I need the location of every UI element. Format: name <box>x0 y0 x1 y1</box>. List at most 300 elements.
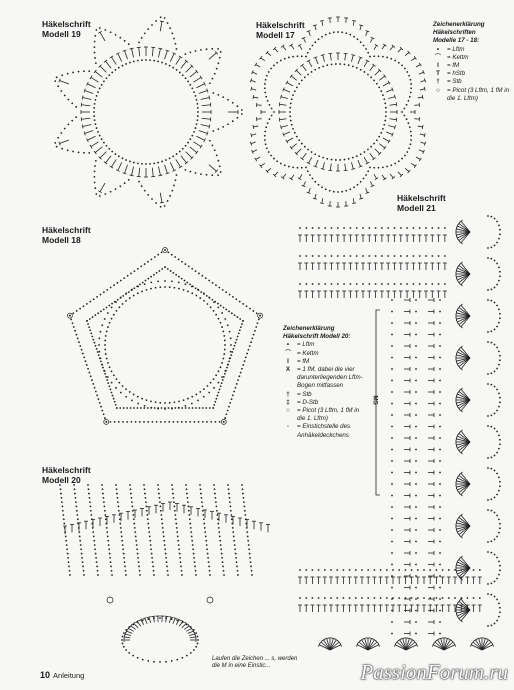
chain-stitch-mark <box>145 59 147 61</box>
stitch-crossbar <box>320 20 324 21</box>
chain-stitch-mark <box>167 574 169 576</box>
chain-stitch-mark <box>409 96 411 98</box>
chain-stitch-mark <box>385 107 387 109</box>
arc-icon: ⌒ <box>284 349 292 357</box>
chain-stitch-mark <box>78 531 80 533</box>
chain-stitch-mark <box>184 283 186 285</box>
chain-stitch-mark <box>185 407 187 409</box>
chain-stitch-mark <box>94 165 96 167</box>
chain-stitch-mark <box>197 115 199 117</box>
chain-stitch-mark <box>367 74 369 76</box>
chain-stitch-mark <box>193 553 195 555</box>
chain-stitch-mark <box>356 283 358 285</box>
chain-stitch-mark <box>199 407 201 409</box>
chain-stitch-mark <box>250 566 252 568</box>
chain-stitch-mark <box>217 518 219 520</box>
chain-stitch-mark <box>107 376 109 378</box>
stitch-mark <box>193 77 201 82</box>
chain-stitch-mark <box>161 518 163 520</box>
chain-stitch-mark <box>171 254 173 256</box>
chain-stitch-mark <box>429 569 431 571</box>
stitch-crossbar <box>313 25 317 26</box>
stitch-crossbar <box>351 168 355 169</box>
chain-stitch-mark <box>243 506 245 508</box>
chain-stitch-mark <box>224 417 226 419</box>
chain-stitch-mark <box>128 43 130 45</box>
chain-stitch-mark <box>63 523 65 525</box>
chain-stitch-mark <box>233 391 235 393</box>
chain-stitch-mark <box>417 569 419 571</box>
chain-stitch-mark <box>173 38 175 40</box>
chain-stitch-mark <box>496 515 498 517</box>
chain-stitch-mark <box>185 145 187 147</box>
chain-stitch-mark <box>236 566 238 568</box>
chain-stitch-mark <box>178 276 180 278</box>
chain-stitch-mark <box>415 334 417 336</box>
chain-stitch-mark <box>209 140 211 142</box>
chain-stitch-mark <box>415 598 417 600</box>
stitch-mark <box>85 91 93 94</box>
chain-stitch-mark <box>413 227 415 229</box>
stitch-mark <box>81 118 90 119</box>
chain-stitch-mark <box>90 375 92 377</box>
hstb-icon: T <box>436 70 440 78</box>
chain-stitch-mark <box>419 283 421 285</box>
chain-stitch-mark <box>103 413 105 415</box>
chain-stitch-mark <box>367 170 369 172</box>
chain-stitch-mark <box>192 548 194 550</box>
chain-stitch-mark <box>331 227 333 229</box>
chain-stitch-mark <box>83 70 85 72</box>
chain-stitch-mark <box>130 407 132 409</box>
chain-stitch-mark <box>197 643 199 645</box>
chain-stitch-mark <box>124 182 126 184</box>
page-footer <box>40 670 84 680</box>
chain-stitch-mark <box>265 126 267 128</box>
stitch-crossbar <box>130 624 132 627</box>
chain-stitch-mark <box>178 407 180 409</box>
chain-stitch-mark <box>78 71 80 73</box>
legend-item <box>283 391 365 399</box>
chain-stitch-mark <box>487 383 489 385</box>
chain-stitch-mark <box>391 322 393 324</box>
chain-stitch-mark <box>290 120 292 122</box>
title-line: Häkelschrift <box>42 19 91 29</box>
chain-stitch-mark <box>108 548 110 550</box>
chain-stitch-mark <box>230 354 232 356</box>
chain-stitch-mark <box>150 288 152 290</box>
chain-stitch-mark <box>178 400 180 402</box>
stitch-mark <box>125 51 128 59</box>
chain-stitch-mark <box>233 536 235 538</box>
chain-stitch-mark <box>106 331 108 333</box>
chain-stitch-mark <box>391 311 393 313</box>
chain-stitch-mark <box>179 557 181 559</box>
chain-stitch-mark <box>110 566 112 568</box>
chain-stitch-mark <box>137 292 139 294</box>
chain-stitch-mark <box>137 396 139 398</box>
stitch-crossbar <box>414 164 416 167</box>
chain-stitch-mark <box>106 77 108 79</box>
chain-stitch-mark <box>86 364 88 366</box>
chain-stitch-mark <box>498 350 500 352</box>
chain-stitch-mark <box>231 351 233 353</box>
chain-stitch-mark <box>499 569 501 571</box>
chain-stitch-mark <box>94 41 96 43</box>
chain-stitch-mark <box>436 597 438 599</box>
chain-stitch-mark <box>97 91 99 93</box>
chain-stitch-mark <box>410 92 412 94</box>
chain-stitch-mark <box>324 597 326 599</box>
chain-stitch-mark <box>151 557 153 559</box>
chain-stitch-mark <box>228 406 230 408</box>
picot-icon: ○ <box>436 86 440 94</box>
note-line: Laufen die Zeichen ... s, werden <box>212 656 298 662</box>
chain-stitch-mark <box>431 283 433 285</box>
chain-stitch-mark <box>220 366 222 368</box>
chain-stitch-mark <box>490 624 492 626</box>
chain-stitch-mark <box>439 460 441 462</box>
chain-stitch-mark <box>60 132 62 134</box>
chain-stitch-mark <box>100 294 102 296</box>
chain-stitch-mark <box>325 34 327 36</box>
chain-stitch-mark <box>71 102 73 104</box>
chain-stitch-mark <box>241 484 243 486</box>
chain-stitch-mark <box>105 421 107 423</box>
chain-stitch-mark <box>439 357 441 359</box>
chain-stitch-mark <box>116 493 118 495</box>
chain-stitch-mark <box>391 368 393 370</box>
chain-stitch-mark <box>123 407 125 409</box>
chain-stitch-mark <box>305 227 307 229</box>
chain-stitch-mark <box>211 174 213 176</box>
stitch-crossbar <box>352 203 356 204</box>
chain-stitch-mark <box>183 289 185 291</box>
chain-stitch-mark <box>121 536 123 538</box>
chain-stitch-mark <box>111 151 113 153</box>
chain-stitch-mark <box>134 527 136 529</box>
chain-stitch-mark <box>218 392 220 394</box>
stitch-mark <box>323 55 325 62</box>
chain-stitch-mark <box>176 69 178 71</box>
chain-stitch-mark <box>318 184 320 186</box>
stitch-crossbar <box>260 164 262 167</box>
chain-stitch-mark <box>292 128 294 130</box>
chain-stitch-mark <box>118 510 120 512</box>
chain-stitch-mark <box>133 523 135 525</box>
chain-stitch-mark <box>228 488 230 490</box>
chain-stitch-mark <box>444 255 446 257</box>
chain-stitch-mark <box>115 153 117 155</box>
chain-stitch-mark <box>467 597 469 599</box>
chain-stitch-mark <box>201 506 203 508</box>
legend-modell-17-18 <box>433 21 511 103</box>
chain-stitch-mark <box>400 255 402 257</box>
chain-stitch-mark <box>95 345 97 347</box>
chain-stitch-mark <box>301 167 303 169</box>
stitch-crossbar <box>290 178 293 180</box>
x-icon: X <box>285 366 291 374</box>
chain-stitch-mark <box>487 593 489 595</box>
chain-stitch-mark <box>61 506 63 508</box>
chain-stitch-mark <box>107 382 109 384</box>
chain-stitch-mark <box>165 557 167 559</box>
chain-stitch-mark <box>290 103 292 105</box>
chain-stitch-mark <box>213 484 215 486</box>
chain-stitch-mark <box>246 531 248 533</box>
title-line: Modell 20 <box>42 475 81 485</box>
chain-stitch-mark <box>102 488 104 490</box>
chain-stitch-mark <box>109 553 111 555</box>
chain-stitch-mark <box>77 518 79 520</box>
chain-stitch-mark <box>125 159 127 161</box>
chain-stitch-mark <box>94 187 96 189</box>
chain-stitch-mark <box>150 407 152 409</box>
stitch-mark <box>166 616 167 622</box>
chain-stitch-mark <box>103 370 105 372</box>
chain-stitch-mark <box>110 31 112 33</box>
chain-stitch-mark <box>94 35 96 37</box>
chain-stitch-mark <box>129 484 131 486</box>
chain-stitch-mark <box>189 518 191 520</box>
chain-stitch-mark <box>188 407 190 409</box>
chain-stitch-mark <box>155 202 157 204</box>
chain-stitch-mark <box>72 72 74 74</box>
chain-stitch-mark <box>109 366 111 368</box>
chain-stitch-mark <box>439 518 441 520</box>
stitch-mark <box>383 138 389 142</box>
chain-stitch-mark <box>415 529 417 531</box>
chain-stitch-mark <box>113 314 115 316</box>
stitch-mark <box>383 83 389 87</box>
chain-stitch-mark <box>404 68 406 70</box>
chain-stitch-mark <box>249 345 251 347</box>
chain-stitch-mark <box>410 131 412 133</box>
stitch-crossbar <box>82 125 83 129</box>
stitch-mark <box>199 91 207 94</box>
chain-stitch-mark <box>195 646 197 648</box>
chain-stitch-mark <box>111 318 113 320</box>
chain-stitch-mark <box>151 24 153 26</box>
stitch-mark <box>95 147 102 153</box>
chain-stitch-mark <box>386 57 388 59</box>
chain-stitch-mark <box>212 144 214 146</box>
chain-stitch-mark <box>78 341 80 343</box>
chain-stitch-mark <box>391 414 393 416</box>
chain-stitch-mark <box>95 123 97 125</box>
chain-stitch-mark <box>439 426 441 428</box>
chain-stitch-mark <box>227 123 229 125</box>
chain-stitch-mark <box>147 407 149 409</box>
chain-stitch-mark <box>224 344 226 346</box>
chain-stitch-mark <box>205 277 207 279</box>
chain-stitch-mark <box>141 37 143 39</box>
stitch-crossbar <box>209 96 210 100</box>
chain-stitch-mark <box>206 548 208 550</box>
chain-stitch-mark <box>210 306 212 308</box>
chain-stitch-mark <box>126 407 128 409</box>
chain-stitch-mark <box>487 247 489 249</box>
chain-stitch-mark <box>196 99 198 101</box>
chain-stitch-mark <box>439 449 441 451</box>
chain-stitch-mark <box>383 124 385 126</box>
chain-stitch-mark <box>355 569 357 571</box>
stitch-mark <box>382 175 385 179</box>
chain-stitch-mark <box>429 597 431 599</box>
chain-stitch-mark <box>130 273 132 275</box>
chain-stitch-mark <box>218 531 220 533</box>
chain-stitch-mark <box>391 621 393 623</box>
title-line: Modell 18 <box>42 235 81 245</box>
stitch-crossbar <box>279 102 280 106</box>
chain-stitch-mark <box>406 118 408 120</box>
chain-stitch-mark <box>120 527 122 529</box>
chain-stitch-mark <box>333 191 335 193</box>
chain-stitch-mark <box>222 566 224 568</box>
chain-stitch-mark <box>299 227 301 229</box>
chain-stitch-mark <box>391 460 393 462</box>
chain-stitch-mark <box>349 188 351 190</box>
chain-stitch-mark <box>235 342 237 344</box>
chain-stitch-mark <box>234 548 236 550</box>
chain-stitch-mark <box>349 569 351 571</box>
chain-stitch-mark <box>147 523 149 525</box>
chain-stitch-mark <box>207 385 209 387</box>
chain-stitch-mark <box>213 404 215 406</box>
chain-stitch-mark <box>97 312 99 314</box>
chain-stitch-mark <box>232 394 234 396</box>
chain-stitch-mark <box>128 291 130 293</box>
chain-stitch-mark <box>217 174 219 176</box>
chain-stitch-mark <box>498 602 500 604</box>
chain-stitch-mark <box>221 312 223 314</box>
stitch-crossbar <box>188 624 190 627</box>
stitch-mark <box>199 130 207 133</box>
stitch-crossbar <box>424 87 425 91</box>
chain-stitch-mark <box>264 135 266 137</box>
chain-stitch-mark <box>187 81 189 83</box>
chain-stitch-mark <box>322 65 324 67</box>
stitch-crossbar <box>82 96 83 100</box>
chain-stitch-mark <box>391 518 393 520</box>
chain-stitch-mark <box>60 488 62 490</box>
stitch-crossbar <box>260 56 262 59</box>
chain-stitch-mark <box>172 421 174 423</box>
chain-stitch-mark <box>184 263 186 265</box>
chain-stitch-mark <box>94 171 96 173</box>
chain-stitch-mark <box>137 557 139 559</box>
chain-stitch-mark <box>415 380 417 382</box>
chain-stitch-mark <box>68 566 70 568</box>
chain-stitch-mark <box>136 285 138 287</box>
chain-stitch-mark <box>322 157 324 159</box>
chain-stitch-mark <box>394 283 396 285</box>
chain-stitch-mark <box>74 330 76 332</box>
chain-stitch-mark <box>314 153 316 155</box>
chain-stitch-mark <box>280 60 282 62</box>
chain-stitch-mark <box>438 227 440 229</box>
chain-stitch-mark <box>247 540 249 542</box>
chain-stitch-mark <box>273 111 275 113</box>
stitch-mark <box>315 25 316 30</box>
chain-stitch-mark <box>107 540 109 542</box>
chain-stitch-mark <box>232 527 234 529</box>
chain-stitch-mark <box>227 484 229 486</box>
stitch-crossbar <box>321 54 325 55</box>
chain-stitch-mark <box>82 561 84 563</box>
chain-stitch-mark <box>94 182 96 184</box>
chain-stitch-mark <box>373 80 375 82</box>
chain-stitch-mark <box>270 155 272 157</box>
chain-stitch-mark <box>96 561 98 563</box>
chain-stitch-mark <box>184 405 186 407</box>
dot-icon: • <box>436 45 440 53</box>
chain-stitch-mark <box>159 506 161 508</box>
chain-stitch-mark <box>73 326 75 328</box>
chain-stitch-mark <box>312 597 314 599</box>
chain-stitch-mark <box>195 50 197 52</box>
chain-stitch-mark <box>407 100 409 102</box>
chain-stitch-mark <box>360 69 362 71</box>
chain-stitch-mark <box>363 178 365 180</box>
chain-stitch-mark <box>490 540 492 542</box>
chain-stitch-mark <box>165 159 167 161</box>
chain-stitch-mark <box>212 92 214 94</box>
chain-stitch-mark <box>80 548 82 550</box>
chain-stitch-mark <box>104 340 106 342</box>
chain-stitch-mark <box>129 297 131 299</box>
chain-stitch-mark <box>105 518 107 520</box>
chain-stitch-mark <box>227 364 229 366</box>
chain-stitch-mark <box>220 544 222 546</box>
stitch-mark <box>83 98 92 100</box>
chain-stitch-mark <box>318 227 320 229</box>
chain-stitch-mark <box>298 83 300 85</box>
chain-stitch-mark <box>415 472 417 474</box>
chain-stitch-mark <box>95 553 97 555</box>
chain-stitch-mark <box>439 391 441 393</box>
chain-stitch-mark <box>136 548 138 550</box>
chain-stitch-mark <box>394 255 396 257</box>
chain-stitch-mark <box>219 421 221 423</box>
chain-stitch-mark <box>195 95 197 97</box>
chain-stitch-mark <box>229 506 231 508</box>
chain-stitch-mark <box>118 514 120 516</box>
chain-stitch-mark <box>67 149 69 151</box>
chain-stitch-mark <box>438 283 440 285</box>
chain-stitch-mark <box>386 166 388 168</box>
chain-stitch-mark <box>439 472 441 474</box>
chain-stitch-mark <box>380 597 382 599</box>
chain-stitch-mark <box>94 314 96 316</box>
chain-stitch-mark <box>103 506 105 508</box>
stitch-mark <box>283 46 286 50</box>
chain-stitch-mark <box>105 376 107 378</box>
stitch-mark <box>315 57 318 63</box>
chain-stitch-mark <box>229 331 231 333</box>
chain-stitch-mark <box>415 633 417 635</box>
chain-stitch-mark <box>101 138 103 140</box>
stitch-mark <box>370 181 372 186</box>
stitch-mark <box>251 134 256 135</box>
chain-stitch-mark <box>410 83 412 85</box>
chain-stitch-mark <box>219 165 221 167</box>
chain-stitch-mark <box>314 181 316 183</box>
chain-stitch-mark <box>214 488 216 490</box>
chain-stitch-mark <box>125 388 127 390</box>
chain-stitch-mark <box>157 162 159 164</box>
chain-stitch-mark <box>213 387 215 389</box>
